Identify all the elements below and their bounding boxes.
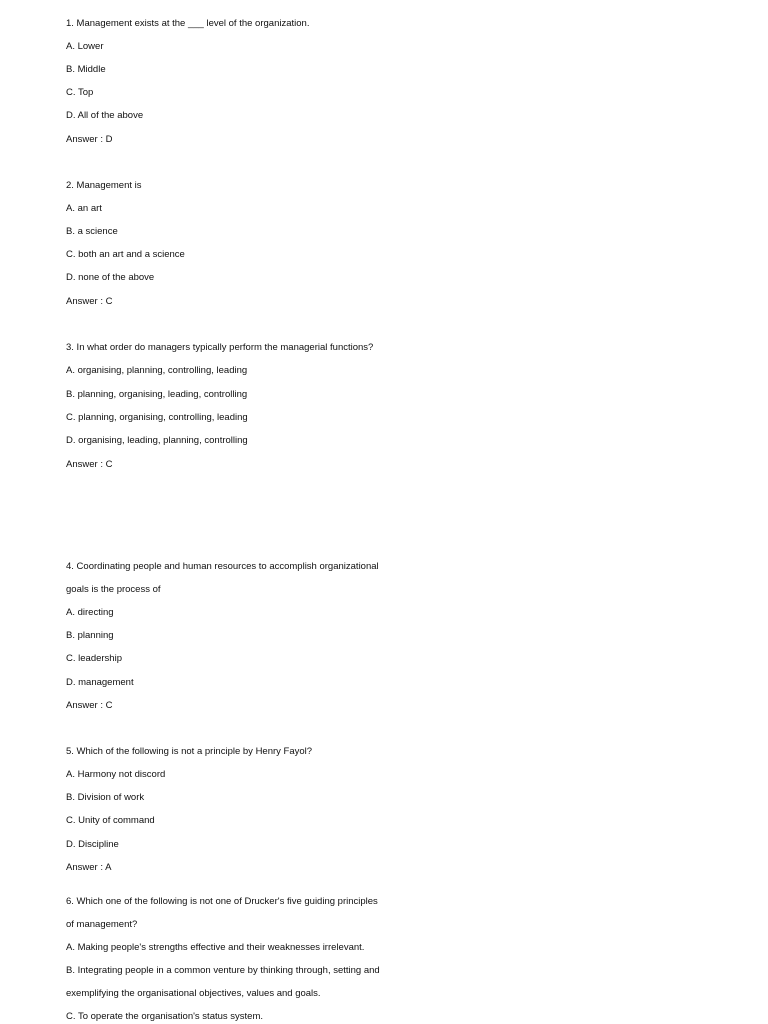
question-3-text: 3. In what order do managers typically perform the managerial functions? <box>66 342 374 353</box>
question-2-answer: Answer : C <box>66 296 113 307</box>
question-6-option-b-line-2: exemplifying the organisational objectives, values and goals. <box>66 988 321 999</box>
question-5-option-a: A. Harmony not discord <box>66 769 166 780</box>
question-6-option-c: C. To operate the organisation's status system. <box>66 1011 264 1022</box>
question-6-text-line-2: of management? <box>66 919 138 930</box>
question-4-option-a: A. directing <box>66 607 114 618</box>
question-5-option-d: D. Discipline <box>66 839 119 850</box>
question-4-option-b: B. planning <box>66 630 114 641</box>
question-2-option-b: B. a science <box>66 226 118 237</box>
question-3-option-d: D. organising, leading, planning, controlling <box>66 435 248 446</box>
question-5-option-c: C. Unity of command <box>66 815 155 826</box>
question-1-option-a: A. Lower <box>66 41 104 52</box>
question-3-option-b: B. planning, organising, leading, controlling <box>66 389 248 400</box>
question-4-option-d: D. management <box>66 677 134 688</box>
question-1-text: 1. Management exists at the ___ level of the organization. <box>66 18 310 29</box>
question-2-option-a: A. an art <box>66 203 102 214</box>
question-1-option-d: D. All of the above <box>66 110 144 121</box>
question-1-option-c: C. Top <box>66 87 94 98</box>
question-2-option-d: D. none of the above <box>66 272 155 283</box>
question-6-text-line-1: 6. Which one of the following is not one of Drucker's five guiding principles <box>66 896 378 907</box>
question-3-answer: Answer : C <box>66 459 113 470</box>
question-5-option-b: B. Division of work <box>66 792 145 803</box>
question-2-option-c: C. both an art and a science <box>66 249 185 260</box>
question-6-option-b-line-1: B. Integrating people in a common venture by thinking through, setting and <box>66 965 380 976</box>
question-1-answer: Answer : D <box>66 134 113 145</box>
question-3-option-c: C. planning, organising, controlling, leading <box>66 412 248 423</box>
question-3-option-a: A. organising, planning, controlling, leading <box>66 365 248 376</box>
question-1-option-b: B. Middle <box>66 64 106 75</box>
question-5-text: 5. Which of the following is not a principle by Henry Fayol? <box>66 746 313 757</box>
question-5-answer: Answer : A <box>66 862 112 873</box>
question-4-option-c: C. leadership <box>66 653 122 664</box>
question-2-text: 2. Management is <box>66 180 142 191</box>
question-4-answer: Answer : C <box>66 700 113 711</box>
question-4-text-line-1: 4. Coordinating people and human resources to accomplish organizational <box>66 561 379 572</box>
question-6-option-a: A. Making people's strengths effective and their weaknesses irrelevant. <box>66 942 365 953</box>
question-4-text-line-2: goals is the process of <box>66 584 161 595</box>
